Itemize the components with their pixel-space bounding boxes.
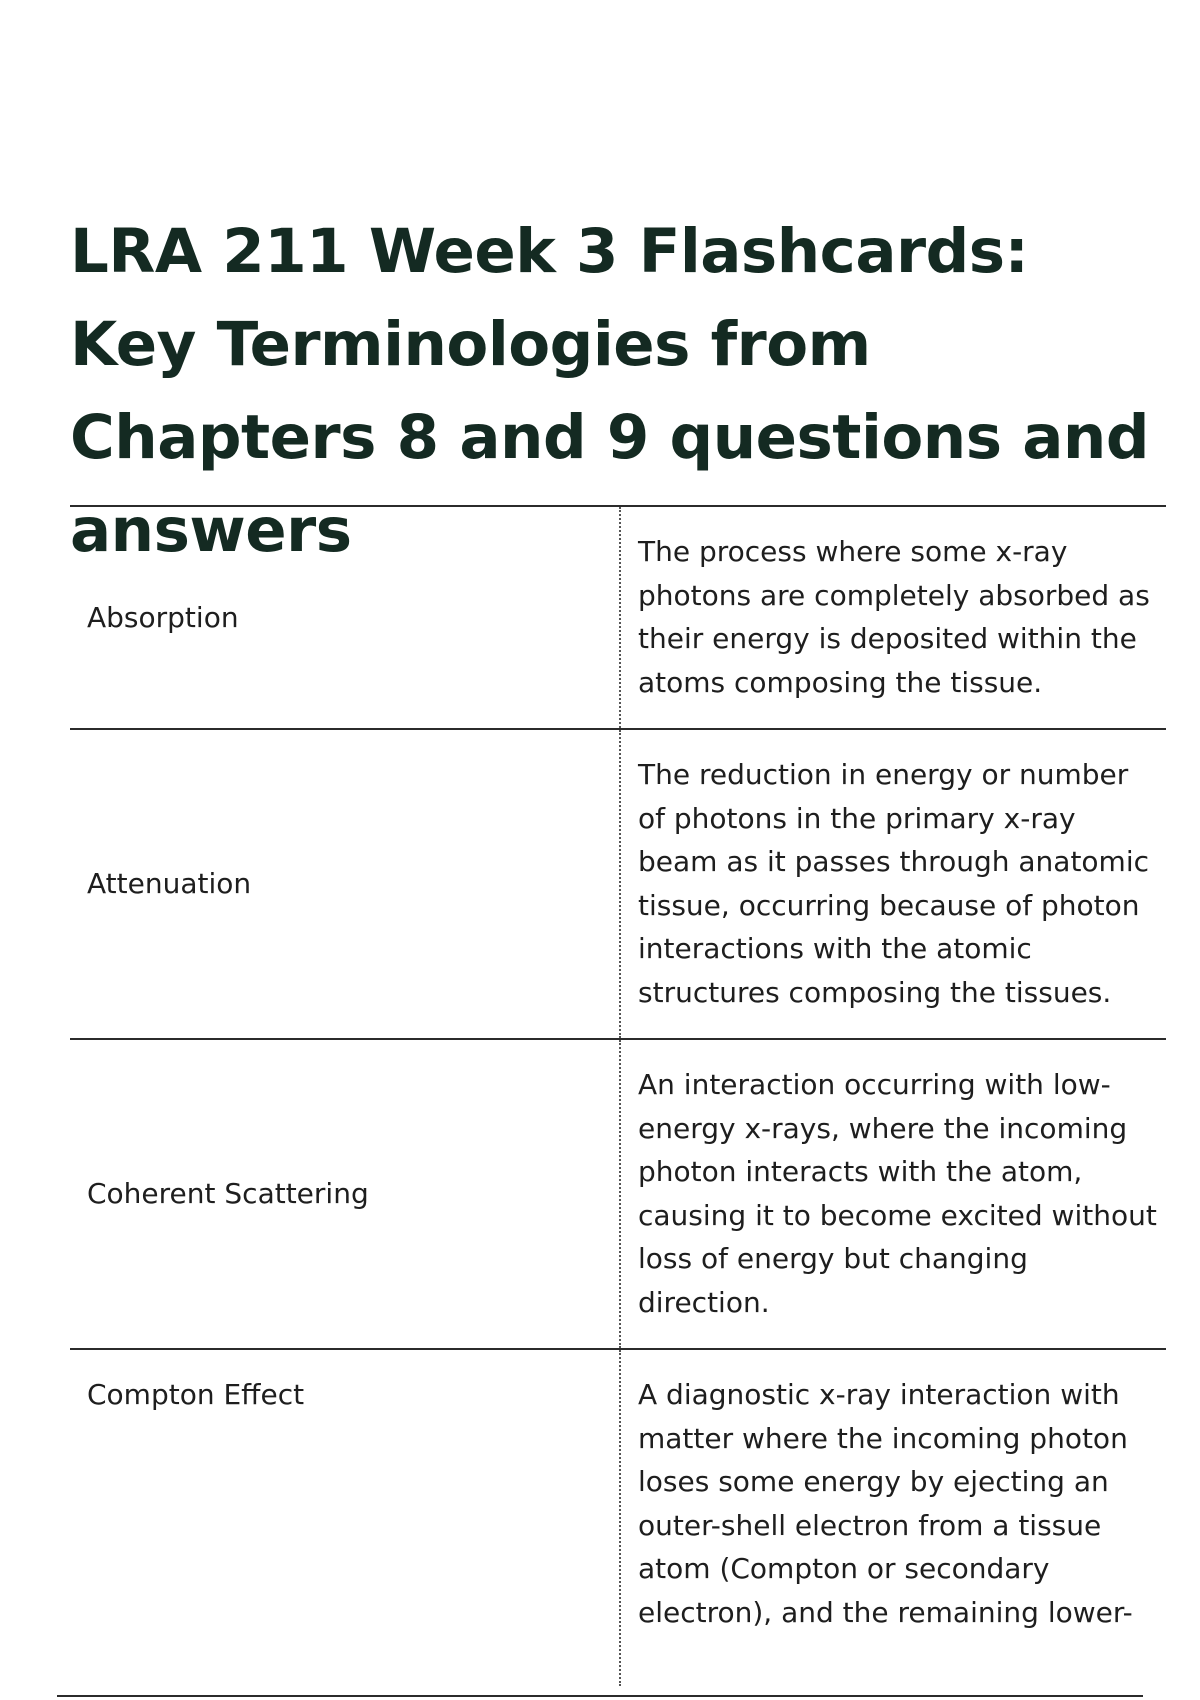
definition-cell: The process where some x-ray photons are completely absorbed as their energy is deposited within the atoms composing the tissue. [638, 535, 1150, 699]
definition-cell: A diagnostic x-ray interaction with matter where the incoming photon loses some energy by ejecting an outer-shell electron from a tissue atom (Compton or secondary electron), and the remaining lower- [638, 1378, 1133, 1629]
table-row [70, 1039, 1166, 1349]
table-row [70, 729, 1166, 1039]
term-cell: Attenuation [70, 729, 620, 1039]
term-cell: Compton Effect [70, 1349, 620, 1686]
flashcard-table [70, 505, 1166, 1686]
table-row [70, 1349, 1166, 1686]
definition-cell: An interaction occurring with low-energy x-rays, where the incoming photon interacts with the atom, causing it to become excited without loss of energy but changing direction. [638, 1068, 1157, 1319]
table-row [70, 506, 1166, 729]
definition-cell: The reduction in energy or number of photons in the primary x-ray beam as it passes through anatomic tissue, occurring because of photon interactions with the atomic structures composing the tissues. [638, 758, 1149, 1009]
term-cell: Absorption [70, 506, 620, 729]
term-cell: Coherent Scattering [70, 1039, 620, 1349]
page-bottom-divider [57, 1695, 1143, 1697]
page-title: LRA 211 Week 3 Flashcards: Key Terminologies from Chapters 8 and 9 questions and answers [70, 216, 1150, 566]
